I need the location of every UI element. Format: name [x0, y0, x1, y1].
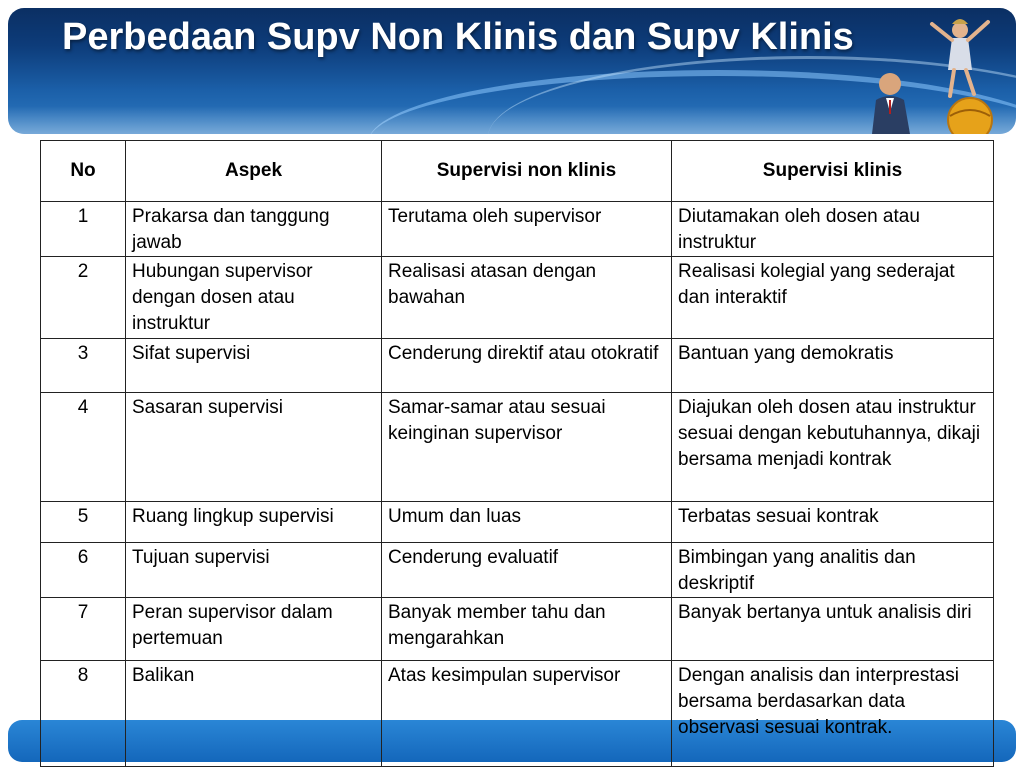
cell-aspek: Ruang lingkup supervisi: [126, 502, 382, 543]
cell-klinis: Realisasi kolegial yang sederajat dan interaktif: [672, 257, 994, 339]
column-header-non-klinis: Supervisi non klinis: [382, 141, 672, 202]
cell-non-klinis: Umum dan luas: [382, 502, 672, 543]
column-header-no: No: [41, 141, 126, 202]
cell-klinis: Terbatas sesuai kontrak: [672, 502, 994, 543]
cell-klinis: Dengan analisis dan interprestasi bersama berdasarkan data observasi sesuai kontrak.: [672, 661, 994, 767]
cell-aspek: Tujuan supervisi: [126, 543, 382, 598]
cell-aspek: Sasaran supervisi: [126, 393, 382, 502]
cell-klinis: Banyak bertanya untuk analisis diri: [672, 598, 994, 661]
cell-no: 1: [41, 202, 126, 257]
cell-klinis: Bantuan yang demokratis: [672, 339, 994, 393]
cell-non-klinis: Banyak member tahu dan mengarahkan: [382, 598, 672, 661]
column-header-klinis: Supervisi klinis: [672, 141, 994, 202]
cell-non-klinis: Cenderung evaluatif: [382, 543, 672, 598]
column-header-aspek: Aspek: [126, 141, 382, 202]
cell-no: 5: [41, 502, 126, 543]
table-row: [41, 598, 994, 661]
cell-no: 3: [41, 339, 126, 393]
cell-aspek: Prakarsa dan tanggung jawab: [126, 202, 382, 257]
cell-non-klinis: Terutama oleh supervisor: [382, 202, 672, 257]
comparison-table: [40, 140, 994, 767]
table-row: [41, 661, 994, 767]
cell-klinis: Bimbingan yang analitis dan deskriptif: [672, 543, 994, 598]
table-row: [41, 202, 994, 257]
table-header-row: [41, 141, 994, 202]
cell-non-klinis: Realisasi atasan dengan bawahan: [382, 257, 672, 339]
page-title: Perbedaan Supv Non Klinis dan Supv Klinis: [62, 16, 854, 58]
cell-aspek: Hubungan supervisor dengan dosen atau instruktur: [126, 257, 382, 339]
cell-no: 8: [41, 661, 126, 767]
table-row: [41, 339, 994, 393]
cell-no: 2: [41, 257, 126, 339]
table-row: [41, 543, 994, 598]
table-row: [41, 257, 994, 339]
table-row: [41, 502, 994, 543]
cell-non-klinis: Atas kesimpulan supervisor: [382, 661, 672, 767]
cell-no: 4: [41, 393, 126, 502]
cell-aspek: Balikan: [126, 661, 382, 767]
comparison-table-container: [40, 140, 993, 767]
cell-klinis: Diajukan oleh dosen atau instruktur sesuai dengan kebutuhannya, dikaji bersama menjadi kontrak: [672, 393, 994, 502]
cell-non-klinis: Cenderung direktif atau otokratif: [382, 339, 672, 393]
cell-klinis: Diutamakan oleh dosen atau instruktur: [672, 202, 994, 257]
cell-aspek: Sifat supervisi: [126, 339, 382, 393]
table-row: [41, 393, 994, 502]
cell-non-klinis: Samar-samar atau sesuai keinginan supervisor: [382, 393, 672, 502]
cell-no: 6: [41, 543, 126, 598]
cell-no: 7: [41, 598, 126, 661]
cell-aspek: Peran supervisor dalam pertemuan: [126, 598, 382, 661]
